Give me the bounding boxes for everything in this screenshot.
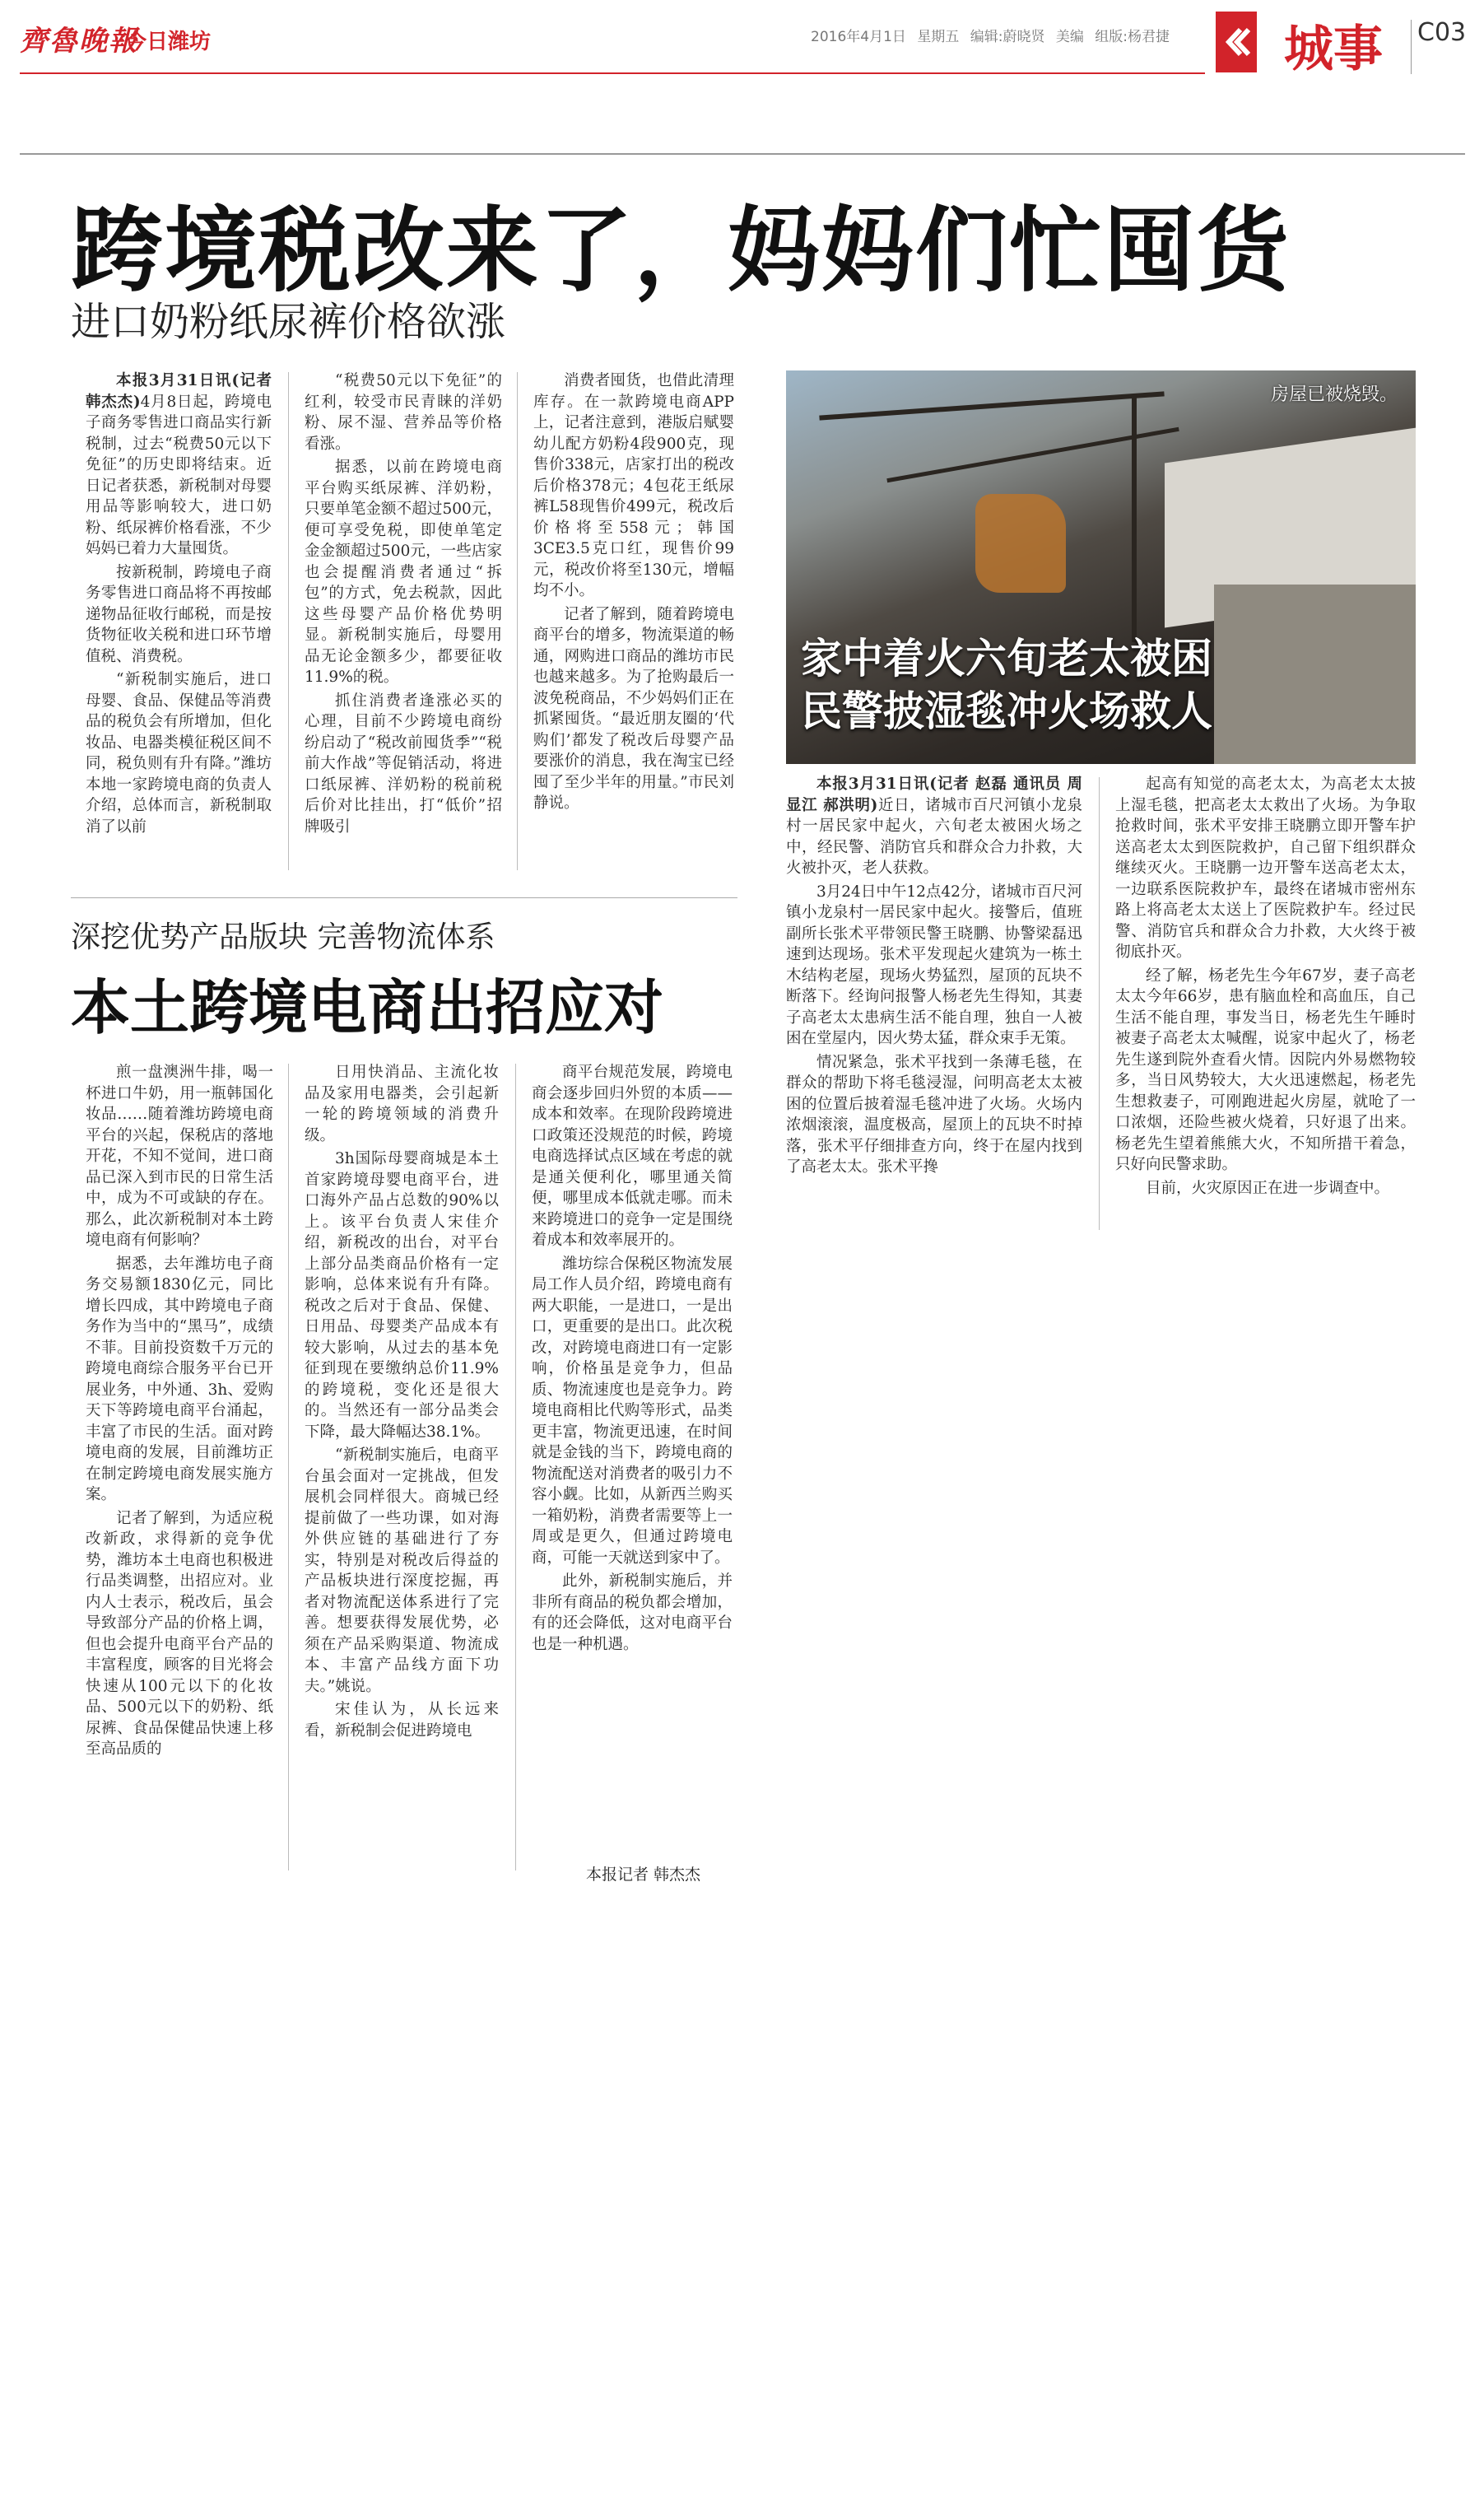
article3-paragraph: 目前，火灾原因正在进一步调查中。 [1146, 1179, 1390, 1197]
art-credit: 美编 [1055, 29, 1084, 45]
article3-paragraph: 经了解，杨老先生今年67岁，妻子高老太太今年66岁，患有脑血栓和高血压，自己生活不能自理，事发当日，杨老先生午睡时被妻子高老太太喊醒，说家中起火了，杨老先生遂到院外查看火情。因院内外易燃物较多，当日风势较大，大火迅速燃起，杨老先生想救妻子，可刚跑进起火房屋，就呛了一口浓烟，还险些被火烧着，只好退了出来。杨老先生望着熊熊大火，不知所措干着急，只好向民警求助。 [1115, 967, 1416, 1173]
article3-paragraph: 本报3月31日讯(记者 赵磊 通讯员 周显江 郝洪明)近日，诸城市百尺河镇小龙泉村一居民家中起火，六旬老太被困火场之中，经民警、消防官兵和群众合力扑救，大火被扑灭，老人获救。 [786, 776, 1082, 877]
column-divider [1099, 777, 1100, 1230]
article3-column-2 [1115, 774, 1416, 1235]
article1-column-2 [305, 370, 502, 873]
newspaper-logo: 齊魯晚報 [20, 25, 138, 58]
article1-paragraph: 本报3月31日讯(记者 韩杰杰)4月8日起，跨境电子商务零售进口商品实行新税制，过去“税费50元以下免征”的历史即将结束。近日记者获悉，新税制对母婴用品等影响较大，进口奶粉、纸尿裤价格看涨，不少妈妈已着力大量囤货。 [86, 372, 272, 557]
photo-caption: 房屋已被烧毁。 [1270, 384, 1398, 405]
article1-dateline: 本报3月31日讯(记者 韩杰杰) [86, 372, 272, 411]
column-divider [288, 1064, 289, 1870]
article2-paragraph: “新税制实施后，电商平台虽会面对一定挑战，但发展机会同样很大。商城已经提前做了一些功课，如对海外供应链的基础进行了夯实，特别是对税改后得益的产品板块进行深度挖掘，再者对物流配送体系进行了完善。想要获得发展优势，必须在产品采购渠道、物流成本、丰富产品线方面下功夫。”姚说。 [305, 1447, 499, 1695]
article1-column-1 [86, 370, 272, 873]
page-number: C03 [1417, 18, 1467, 47]
header-red-rule [20, 72, 1205, 74]
article1-paragraph: 抓住消费者逢涨必买的心理，目前不少跨境电商纷纷启动了“税改前囤货季”“税前大作战”等促销活动，将进口纸尿裤、洋奶粉的税前税后价对比挂出，打“低价”招牌吸引 [305, 692, 502, 836]
section-rule [71, 897, 737, 898]
fire-headline-line-2: 民警披湿毯冲火场救人 [801, 687, 1212, 735]
article2-paragraph: 商平台规范发展，跨境电商会逐步回归外贸的本质——成本和效率。在现阶段跨境进口政策还没规范的时候，跨境电商选择试点区域在考虑的就是通关便利化，哪里通关简便，哪里成本低就走哪。而未来跨境进口的竞争一定是围绕着成本和效率展开的。 [532, 1064, 733, 1249]
article2-paragraph: 潍坊综合保税区物流发展局工作人员介绍，跨境电商有两大职能，一是进口，一是出口，更重要的是出口。此次税改，对跨境电商进口有一定影响，价格虽是竞争力，但品质、物流速度也是竞争力。跨境电商相比代购等形式，品类更丰富，物流更迅速，在时间就是金钱的当下，跨境电商的物流配送对消费者的吸引力不容小觑。比如，从新西兰购买一箱奶粉，消费者需要等上一周或是更久，但通过跨境电商，可能一天就送到家中了。 [532, 1255, 733, 1567]
article3-dateline: 本报3月31日讯(记者 赵磊 通讯员 周显江 郝洪明) [786, 776, 1082, 814]
fire-headline-line-1: 家中着火六旬老太被困 [801, 635, 1212, 682]
article2-paragraph: 煎一盘澳洲牛排，喝一杯进口牛奶，用一瓶韩国化妆品……随着潍坊跨境电商平台的兴起，保税店的落地开花，不知不觉间，进口商品已深入到市民的日常生活中，成为不可或缺的存在。那么，此次新税制对本土跨境电商有何影响？ [86, 1064, 273, 1249]
article1-paragraph: 按新税制，跨境电子商务零售进口商品将不再按邮递物品征收行邮税，而是按货物征收关税和进口环节增值税、消费税。 [86, 563, 272, 665]
article2-headline: 本土跨境电商出招应对 [71, 973, 664, 1042]
article2-kicker: 深挖优势产品版块 完善物流体系 [71, 920, 495, 954]
fire-headline [801, 632, 1212, 738]
article3-paragraph: 情况紧急，张术平找到一条薄毛毯，在群众的帮助下将毛毯浸湿，问明高老太太被困的位置后披着湿毛毯冲进了火场。火场内浓烟滚滚，温度极高，屋顶上的瓦块不时掉落，张术平仔细排查方向，终于在屋内找到了高老太太。张术平搀 [786, 1053, 1082, 1176]
article1-column-3 [533, 370, 734, 873]
editor-credit: 编辑:蔚晓贤 [970, 29, 1045, 45]
section-name: 今日潍坊 [125, 30, 212, 54]
article2-paragraph: 记者了解到，为适应税改新政，求得新的竞争优势，潍坊本土电商也积极进行品类调整，出招应对。业内人士表示，税改后，虽会导致部分产品的价格上调，但也会提升电商平台产品的丰富程度，顾客的目光将会快速从100元以下的化妆品、500元以下的奶粉、纸尿裤、食品保健品快速上移至高品质的 [86, 1509, 273, 1758]
issue-meta [811, 25, 1170, 45]
issue-date: 2016年4月1日 [811, 29, 906, 45]
article2-column-2 [305, 1062, 499, 1885]
city-section-label: 城事 [1284, 21, 1383, 78]
fire-photo [786, 370, 1416, 764]
layout-credit: 组版:杨君捷 [1095, 29, 1170, 45]
column-divider [288, 372, 289, 870]
article2-paragraph: 据悉，去年潍坊电子商务交易额1830亿元，同比增长四成，其中跨境电子商务作为当中的“黑马”，成绩不菲。目前投资数千万元的跨境电商综合服务平台已开展业务，中外通、3h、爱购天下等跨境电商平台涌起，丰富了市民的生活。面对跨境电商的发展，目前潍坊正在制定跨境电商发展实施方案。 [86, 1255, 273, 1503]
masthead [0, 0, 1484, 156]
article3-paragraph: 起高有知觉的高老太太，为高老太太披上湿毛毯，把高老太太救出了火场。为争取抢救时间，张术平安排王晓鹏立即开警车护送高老太太到医院救护，自己留下组织群众继续灭火。王晓鹏一边开警车送高老太太，一边联系医院救护车，最终在诸城市密州东路上将高老太太送上了医院救护车。经过民警、消防官兵和群众合力扑救，大火终于被彻底扑灭。 [1115, 776, 1416, 961]
header-separator [1411, 20, 1412, 74]
article1-paragraph: 记者了解到，随着跨境电商平台的增多，物流渠道的畅通，网购进口商品的潍坊市民也越来越多。为了抢购最后一波免税商品，不少妈妈们正在抓紧囤货。“最近朋友圈的‘代购们’都发了税改后母婴产品要涨价的消息，我在淘宝已经囤了至少半年的用量。”市民刘静说。 [533, 605, 734, 812]
column-divider [515, 1064, 516, 1870]
article2-column-3 [532, 1062, 733, 1852]
section-badge [1216, 12, 1257, 72]
article2-paragraph: 宋佳认为，从长远来看，新税制会促进跨境电 [305, 1701, 499, 1740]
article3-paragraph: 3月24日中午12点42分，诸城市百尺河镇小龙泉村一居民家中起火。接警后，值班副所长张术平带领民警王晓鹏、协警梁磊迅速到达现场。张术平发现起火建筑为一栋土木结构老屋，现场火势猛烈，屋顶的瓦块不断落下。经询问报警人杨老先生得知，其妻子高老太太患病生活不能自理，独自一人被困在堂屋内，因火势太猛，群众束手无策。 [786, 883, 1082, 1047]
main-headline: 跨境税改来了，妈妈们忙囤货 [71, 198, 1291, 305]
header-rule [20, 153, 1465, 155]
article2-paragraph: 3h国际母婴商城是本土首家跨境母婴电商平台，进口海外产品占总数的90%以上。该平台负责人宋佳介绍，新税改的出台，对平台上部分品类商品价格有一定影响，总体来说有升有降。税改之后对于食品、保健、日用品、母婴类产品成本有较大影响，从过去的基本免征到现在要缴纳总价11.9%的跨境税，变化还是很大的。当然还有一部分品类会下降，最大降幅达38.1%。 [305, 1150, 499, 1441]
column-divider [517, 372, 518, 870]
article1-paragraph: “税费50元以下免征”的红利，较受市民青睐的洋奶粉、尿不湿、营养品等价格看涨。 [305, 372, 502, 453]
article2-paragraph: 此外，新税制实施后，并非所有商品的税负都会增加，有的还会降低，这对电商平台也是一种机遇。 [532, 1572, 733, 1653]
main-subhead: 进口奶粉纸尿裤价格欲涨 [71, 299, 506, 345]
issue-weekday: 星期五 [917, 29, 960, 45]
article1-paragraph: 消费者囤货，也借此清理库存。在一款跨境电商APP上，记者注意到，港版启赋婴幼儿配方奶粉4段900克，现售价338元，店家打出的税改后价格378元；4包花王纸尿裤L58现售价499元，税改后价格将至558元；韩国3CE3.5克口红，现售价99元，税改价将至130元，增幅均不小。 [533, 372, 734, 599]
article3-column-1 [786, 774, 1082, 1235]
article2-column-1 [86, 1062, 273, 1885]
article1-paragraph: “新税制实施后，进口母婴、食品、保健品等消费品的税负会有所增加，但化妆品、电器类模征税区间不同，税负则有升有降。”潍坊本地一家跨境电商的负责人介绍，总体而言，新税制取消了以前 [86, 671, 272, 836]
article2-byline: 本报记者 韩杰杰 [586, 1866, 701, 1884]
chevron-left-icon [1222, 26, 1250, 58]
article1-paragraph: 据悉，以前在跨境电商平台购买纸尿裤、洋奶粉，只要单笔金额不超过500元，便可享受免税，即使单笔定金金额超过500元，一些店家也会提醒消费者通过“拆包”的方式，免去税款，因此这些母婴产品价格优势明显。新税制实施后，母婴用品无论金额多少，都要征收11.9%的税。 [305, 459, 502, 686]
article2-paragraph: 日用快消品、主流化妆品及家用电器类，会引起新一轮的跨境领域的消费升级。 [305, 1064, 499, 1144]
